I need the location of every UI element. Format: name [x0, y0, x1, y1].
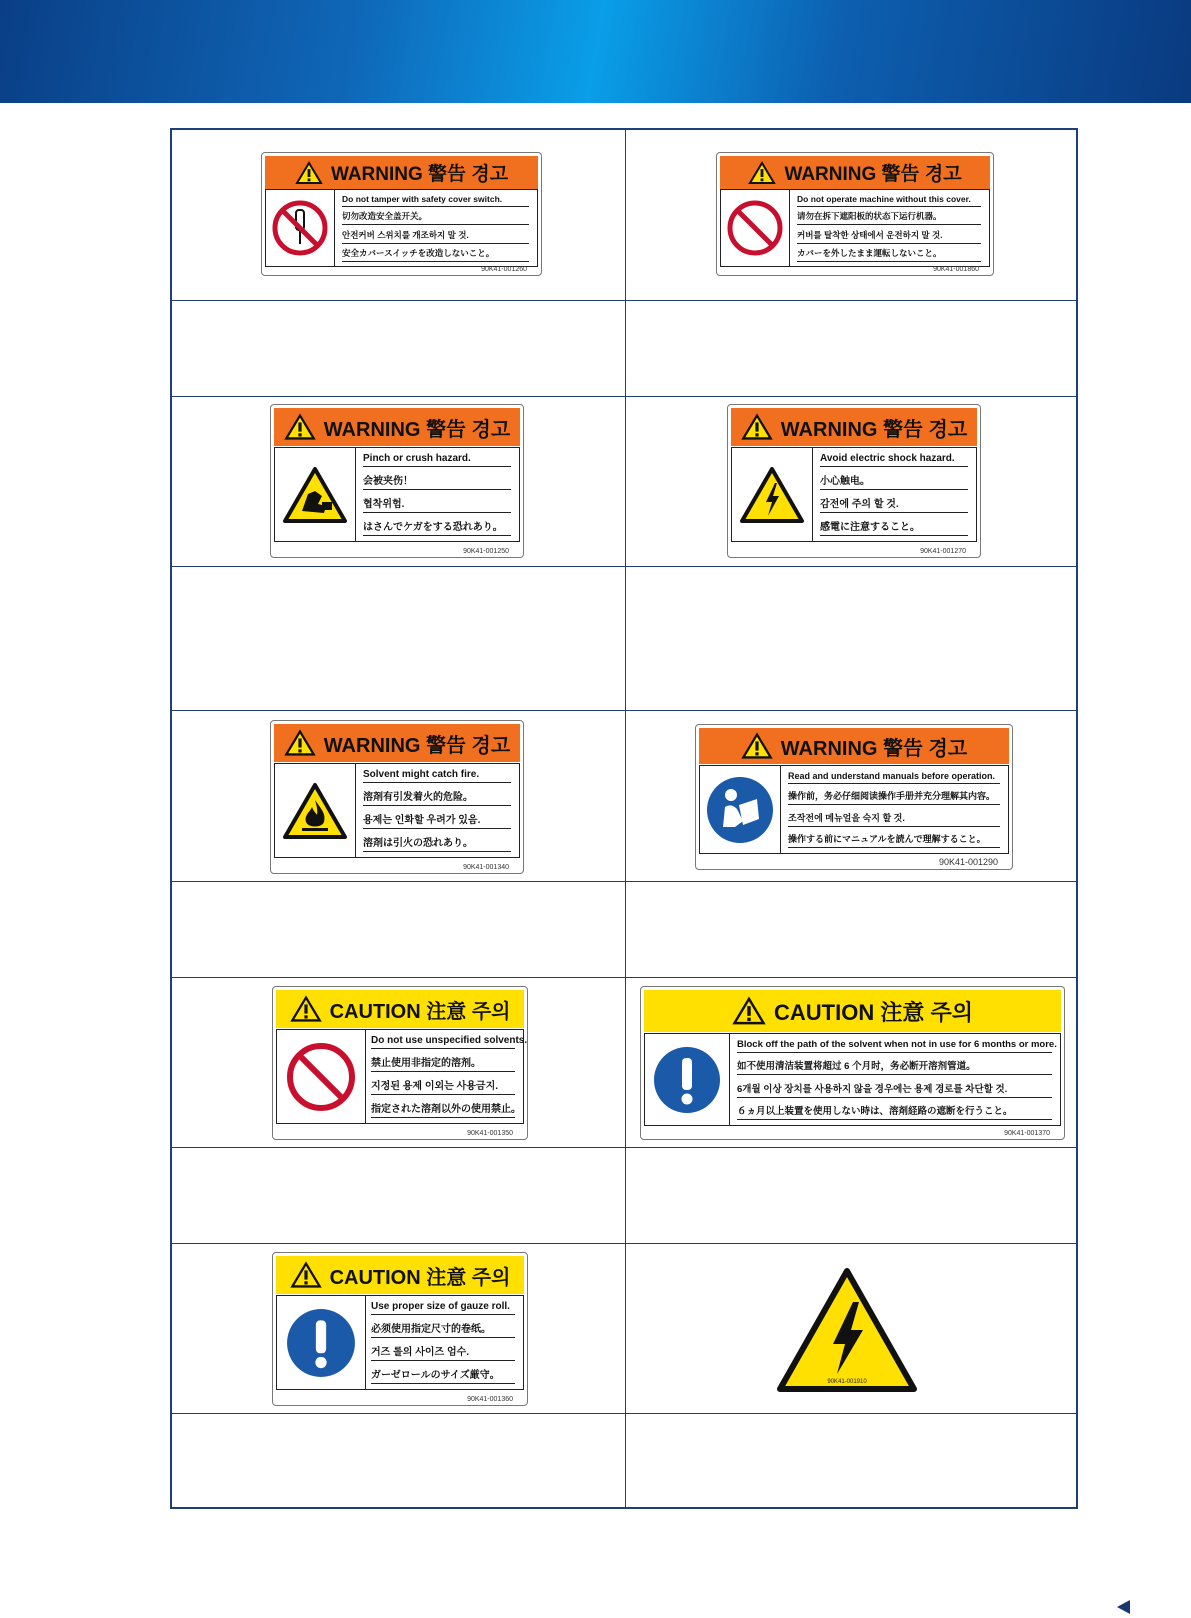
label-code: 90K41-001260 — [481, 266, 527, 273]
label-line: 溶剤は引火の恐れあり。 — [363, 834, 511, 852]
read-manual-icon — [705, 775, 775, 845]
mandatory-icon — [652, 1045, 722, 1115]
row-divider — [172, 396, 1076, 397]
description-cell — [172, 1148, 625, 1243]
label-heading: CAUTION 注意 주의 — [329, 1000, 511, 1023]
warning-label-solvent-fire — [270, 720, 524, 874]
warning-triangle-icon — [748, 161, 776, 185]
warning-triangle-icon — [290, 995, 322, 1023]
label-heading: WARNING 警告 경고 — [323, 418, 511, 441]
label-heading: WARNING 警告 경고 — [780, 418, 968, 441]
label-heading: WARNING 警告 경고 — [323, 734, 511, 757]
warning-triangle-icon — [290, 1261, 322, 1289]
label-line: カバーを外したまま運転しないこと。 — [797, 247, 981, 262]
label-line: 溶剤有引发着火的危险。 — [363, 788, 511, 806]
prohibition-icon — [726, 199, 784, 257]
warning-triangle-icon — [732, 996, 766, 1026]
label-line: 협착위험. — [363, 495, 511, 513]
label-line: 必须使用指定尺寸的卷纸。 — [371, 1320, 515, 1338]
warning-label-electric-shock — [727, 404, 981, 558]
label-heading: WARNING 警告 경고 — [784, 164, 962, 185]
sign-code: 90K41-001910 — [827, 1379, 867, 1385]
label-code: 90K41-001350 — [467, 1130, 513, 1137]
label-code: 90K41-001290 — [938, 857, 998, 867]
label-line: 6개월 이상 장치를 사용하지 않을 경우에는 용제 경로를 차단할 것. — [737, 1081, 1052, 1098]
label-heading: WARNING 警告 경고 — [780, 737, 968, 760]
description-cell — [172, 1414, 625, 1509]
crush-hazard-icon — [282, 466, 348, 524]
label-line: 지정된 용제 이외는 사용금지. — [371, 1077, 515, 1095]
label-line: Do not use unspecified solvents. — [371, 1035, 515, 1049]
label-line: 操作前，务必仔细阅读操作手册并充分理解其内容。 — [788, 789, 1000, 805]
label-line: 感電に注意すること。 — [820, 518, 968, 536]
description-cell — [626, 882, 1078, 977]
label-line: 指定された溶剤以外の使用禁止。 — [371, 1100, 515, 1118]
warning-triangle-icon — [284, 729, 316, 757]
label-line: ガーゼロールのサイズ厳守。 — [371, 1366, 515, 1384]
description-cell — [626, 1414, 1078, 1509]
label-line: 조작전에 메뉴얼을 숙지 할 것. — [788, 811, 1000, 827]
caution-label-gauze-roll — [272, 1252, 528, 1406]
description-cell — [626, 567, 1078, 710]
caution-label-solvent-path — [640, 986, 1065, 1140]
label-line: 如不使用清洁装置将超过 6 个月时，务必断开溶剂管道。 — [737, 1058, 1052, 1075]
warning-label-pinch-hazard — [270, 404, 524, 558]
warning-label-read-manual — [695, 724, 1013, 870]
label-line: 감전에 주의 할 것. — [820, 495, 968, 513]
flammable-icon — [282, 782, 348, 840]
label-line: はさんでケガをする恐れあり。 — [363, 518, 511, 536]
label-line: Do not operate machine without this cover. — [797, 194, 981, 207]
label-line: Block off the path of the solvent when not in use for 6 months or more. — [737, 1039, 1052, 1053]
label-code: 90K41-001250 — [463, 548, 509, 555]
label-line: ６ヵ月以上装置を使用しない時は、溶剤経路の遮断を行うこと。 — [737, 1103, 1052, 1120]
description-cell — [626, 301, 1078, 396]
label-line: 거즈 롤의 사이즈 엄수. — [371, 1343, 515, 1361]
label-line: Use proper size of gauze roll. — [371, 1301, 515, 1315]
label-table — [170, 128, 1078, 1509]
description-cell — [172, 882, 625, 977]
caution-label-solvents — [272, 986, 528, 1140]
label-code: 90K41-001860 — [933, 266, 979, 273]
label-heading: CAUTION 注意 주의 — [329, 1266, 511, 1289]
label-line: 会被夹伤！ — [363, 472, 511, 490]
row-divider — [172, 1243, 1076, 1244]
warning-triangle-icon — [741, 732, 773, 760]
label-heading: WARNING 警告 경고 — [330, 164, 509, 185]
label-line: 禁止使用非指定的溶剂。 — [371, 1054, 515, 1072]
label-line: Solvent might catch fire. — [363, 769, 511, 783]
label-line: Do not tamper with safety cover switch. — [342, 194, 529, 207]
warning-triangle-icon — [284, 413, 316, 441]
electric-shock-icon — [777, 1268, 917, 1392]
row-divider — [172, 977, 1076, 978]
warning-label-cover — [716, 152, 994, 276]
label-code: 90K41-001370 — [1004, 1130, 1050, 1137]
prohibition-icon — [285, 1041, 357, 1113]
label-line: Pinch or crush hazard. — [363, 453, 511, 467]
label-heading: CAUTION 注意 주의 — [774, 999, 973, 1025]
label-line: 용제는 인화할 우려가 있음. — [363, 811, 511, 829]
label-code: 90K41-001270 — [920, 548, 966, 555]
label-code: 90K41-001360 — [467, 1396, 513, 1403]
label-line: 请勿在拆下遮阳板的状态下运行机器。 — [797, 210, 981, 225]
warning-triangle-icon — [295, 161, 323, 185]
label-line: Read and understand manuals before operation. — [788, 771, 1000, 784]
prohibition-screwdriver-icon — [271, 199, 329, 257]
previous-page-arrow-icon[interactable] — [1117, 1600, 1130, 1614]
label-line: 安全カバースイッチを改造しないこと。 — [342, 247, 529, 262]
description-cell — [172, 301, 625, 396]
label-line: 안전커버 스위치를 개조하지 말 것. — [342, 229, 529, 244]
label-line: Avoid electric shock hazard. — [820, 453, 968, 467]
label-line: 小心触电。 — [820, 472, 968, 490]
row-divider — [172, 710, 1076, 711]
description-cell — [172, 567, 625, 710]
electric-shock-sign — [777, 1268, 917, 1392]
label-line: 커버를 탈착한 상태에서 운전하지 말 것. — [797, 229, 981, 244]
mandatory-icon — [285, 1307, 357, 1379]
warning-triangle-icon — [741, 413, 773, 441]
label-line: 操作する前にマニュアルを読んで理解すること。 — [788, 832, 1000, 848]
label-code: 90K41-001340 — [463, 864, 509, 871]
warning-label-safety-cover-switch — [261, 152, 542, 276]
header-banner — [0, 0, 1191, 103]
electric-shock-icon — [739, 466, 805, 524]
label-line: 切勿改造安全盖开关。 — [342, 210, 529, 225]
description-cell — [626, 1148, 1078, 1243]
